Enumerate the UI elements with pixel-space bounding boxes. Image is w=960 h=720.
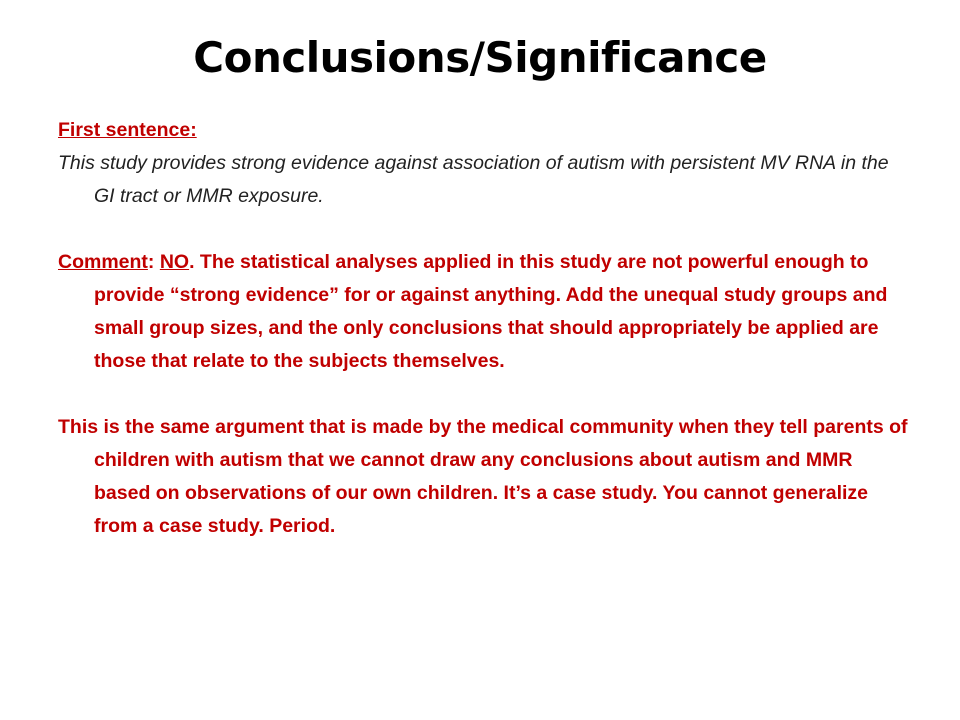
comment-text: . The statistical analyses applied in this study are not powerful enough to provide “strong evidence” for or against anything. Add the unequal study groups and small group sizes, and the only conclusions that should appropriately be applied are those that relate to the subjects themselves.: [94, 251, 888, 372]
comment-verdict: NO: [159, 251, 190, 273]
slide-title: Conclusions/Significance: [193, 33, 767, 82]
comment-separator: :: [147, 251, 160, 273]
first-sentence-heading: First sentence:: [58, 119, 197, 141]
comment-paragraph: [58, 246, 908, 378]
spacer: [58, 378, 908, 411]
slide-body: [58, 114, 908, 543]
first-sentence-text: This study provides strong evidence against association of autism with persistent MV RNA in the GI tract or MMR exposure.: [58, 152, 889, 207]
comment-label: Comment: [58, 251, 148, 273]
spacer: [58, 213, 908, 246]
argument-paragraph: This is the same argument that is made by the medical community when they tell parents of children with autism that we cannot draw any conclusions about autism and MMR based on observations of our own children. It’s a case study. You cannot generalize from a case study. Period.: [58, 416, 908, 537]
